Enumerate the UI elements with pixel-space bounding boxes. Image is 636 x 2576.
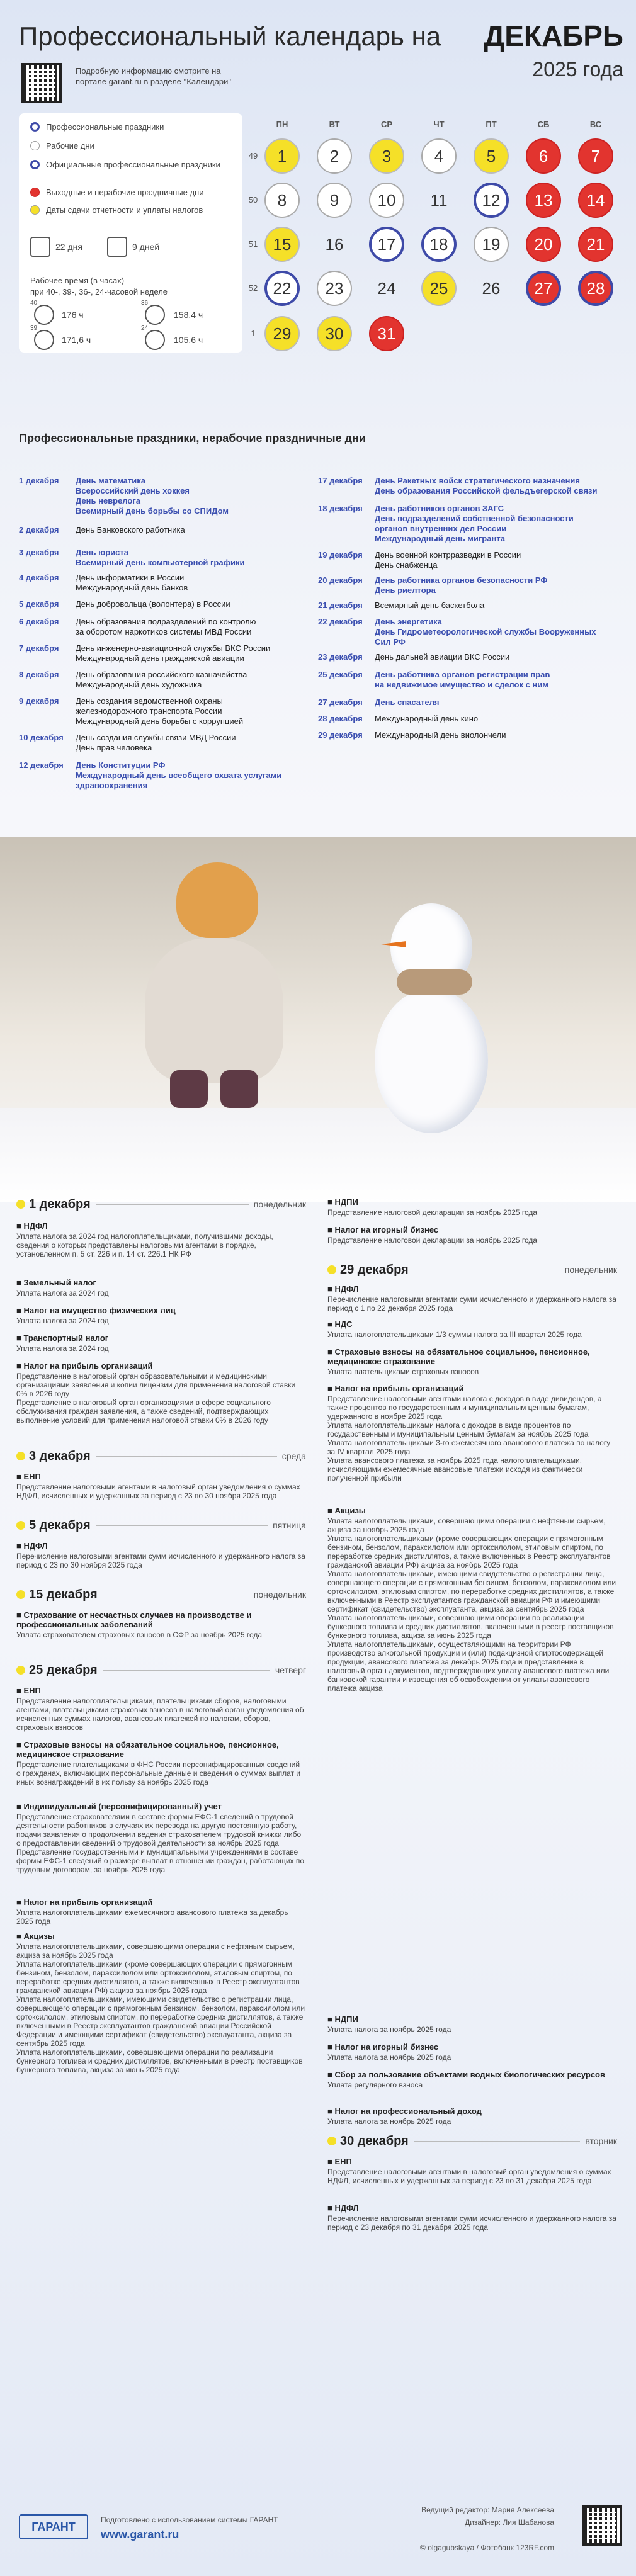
- calendar-day[interactable]: 9: [317, 183, 352, 218]
- tax-item: [327, 2042, 617, 2062]
- weekday-header: ВС: [589, 120, 602, 129]
- tax-date-header: [16, 1448, 306, 1464]
- holiday-date: 12 декабря: [19, 760, 64, 770]
- legend-label: Официальные профессиональные праздники: [46, 160, 220, 169]
- tax-item-title: ■ Земельный налог: [16, 1278, 96, 1287]
- calendar-day[interactable]: 23: [317, 271, 352, 306]
- holiday-date: 19 декабря: [318, 550, 363, 560]
- date-dot-icon: [16, 1590, 25, 1599]
- holiday-name: День работников органов ЗАГС День подразделений собственной безопасности органов внутренних дел России Международный день мигранта: [375, 504, 574, 543]
- holiday-date: 23 декабря: [318, 652, 363, 662]
- tax-date-header: [16, 1586, 306, 1603]
- tax-item: [16, 1306, 306, 1325]
- tax-item: [16, 1333, 306, 1353]
- tax-item-title: ■ НДФЛ: [327, 1284, 359, 1294]
- tax-weekday: среда: [281, 1451, 306, 1461]
- tax-date-header: [16, 1662, 306, 1678]
- week-number: 1: [251, 329, 256, 338]
- holiday-date: 4 декабря: [19, 573, 59, 582]
- tax-item-body: Уплата налога за 2024 год: [16, 1289, 109, 1297]
- calendar-day[interactable]: 28: [578, 271, 613, 306]
- weekday-header: СР: [380, 120, 393, 129]
- hours-24: 105,6 ч: [174, 335, 203, 345]
- calendar-day[interactable]: 10: [369, 183, 404, 218]
- tax-item-title: ■ НДФЛ: [16, 1221, 48, 1231]
- legend-label: Выходные и нерабочие праздничные дни: [46, 188, 204, 197]
- tax-item-body: Перечисление налоговыми агентами сумм исчисленного и удержанного налога за период с 23 декабря по 31 декабря 2025 года: [327, 2214, 616, 2232]
- tax-weekday: понедельник: [564, 1265, 617, 1275]
- tax-item-body: Уплата налогоплательщиками ежемесячного авансового платежа за декабрь 2025 года: [16, 1908, 288, 1926]
- tax-item-body: Перечисление налоговыми агентами сумм исчисленного и удержанного налога за период с 1 по 22 декабря 2025 года: [327, 1295, 616, 1313]
- tax-item: [327, 1319, 617, 1339]
- calendar-day[interactable]: 25: [421, 271, 457, 306]
- calendar-day[interactable]: 24: [377, 278, 396, 298]
- tax-item-body: Перечисление налоговыми агентами сумм исчисленного и удержанного налога за период с 23 по 30 ноября 2025 года: [16, 1552, 305, 1569]
- legend-label: Рабочие дни: [46, 141, 94, 150]
- tax-item-body: Уплата налога за ноябрь 2025 года: [327, 2025, 451, 2034]
- holiday-name: День работника органов безопасности РФ День риелтора: [375, 575, 548, 595]
- tax-item-title: ■ Сбор за пользование объектами водных биологических ресурсов: [327, 2070, 605, 2079]
- tax-item-body: Представление налоговыми агентами в налоговый орган уведомления о суммах НДФЛ, исчисленных и удержанных за период с 23 по 31 декабря 2025 года: [327, 2167, 611, 2185]
- tax-date: 29 декабря: [340, 1262, 409, 1277]
- date-dot-icon: [327, 2137, 336, 2145]
- tax-item-body: Уплата налога за 2024 год: [16, 1344, 109, 1353]
- tax-item: [16, 1361, 306, 1425]
- days-off-count: 9 дней: [132, 242, 160, 252]
- holiday-date: 8 декабря: [19, 670, 59, 679]
- footer-editor: Ведущий редактор: Мария Алексеева: [421, 2505, 554, 2514]
- year-title: 2025 года: [532, 58, 623, 81]
- tax-item: [16, 1897, 306, 1926]
- weekday-header: ЧТ: [433, 120, 445, 129]
- tax-item-body: Представление страхователями в составе формы ЕФС-1 сведений о трудовой деятельности работников в случаях их перевода на другую постоянную работу, подачи заявления о продолжении ведения страхователем трудовой книжки либо о предоставлении сведений о трудовой деятельности за ноябрь 2025 года Представление государственными и муниципальными учреждениями в составе формы ЕФС-1 сведений о размере выплат в отношении граждан, работающих по трудовым договорам, за ноябрь 2025 года: [16, 1812, 305, 1874]
- tax-item-body: Уплата налога за ноябрь 2025 года: [327, 2053, 451, 2062]
- holiday-date: 20 декабря: [318, 575, 363, 585]
- calendar-day[interactable]: 16: [325, 234, 344, 254]
- tax-item-title: ■ Транспортный налог: [16, 1333, 109, 1343]
- date-dot-icon: [16, 1452, 25, 1460]
- holiday-date: 9 декабря: [19, 696, 59, 706]
- tax-item-title: ■ Страховые взносы на обязательное социальное, пенсионное, медицинское страхование: [16, 1740, 279, 1759]
- holiday-date: 29 декабря: [318, 730, 363, 740]
- tax-item: [327, 1384, 617, 1483]
- calendar-day[interactable]: 26: [482, 278, 501, 298]
- page-title: Профессиональный календарь на: [19, 21, 441, 51]
- tax-date: 30 декабря: [340, 2133, 409, 2148]
- holiday-name: Международный день виолончели: [375, 730, 506, 740]
- footer-designer: Дизайнер: Лия Шабанова: [465, 2518, 554, 2527]
- holiday-name: День инженерно-авиационной службы ВКС России Международный день гражданской авиации: [76, 643, 271, 663]
- holiday-date: 10 декабря: [19, 733, 64, 742]
- holiday-date: 5 декабря: [19, 599, 59, 609]
- legend-label: Профессиональные праздники: [46, 122, 164, 132]
- calendar-day[interactable]: 21: [578, 227, 613, 262]
- tax-date-header: [16, 1196, 306, 1212]
- calendar-day[interactable]: 2: [317, 138, 352, 174]
- date-dot-icon: [16, 1200, 25, 1209]
- holiday-name: День работника органов регистрации прав на недвижимое имущество и сделок с ним: [375, 670, 550, 689]
- weekday-header: ВТ: [329, 120, 340, 129]
- holiday-name: День образования российского казначейства Международный день художника: [76, 670, 247, 689]
- tax-item-body: Представление в налоговый орган образовательными и медицинскими организациями заявления и копии лицензии для применения налоговой ставки 0% в 2026 году Представление в налоговый орган организациями в сфере социального обслуживания граждан заявления, а также сведений, подтверждающих выполнение условий для применения налоговой ставки 0% в 2026 году: [16, 1372, 296, 1425]
- tax-item-title: ■ Налог на прибыль организаций: [16, 1361, 153, 1370]
- calendar-day[interactable]: 3: [369, 138, 404, 174]
- tax-item-title: ■ НДПИ: [327, 2014, 358, 2024]
- holiday-date: 25 декабря: [318, 670, 363, 679]
- week-number: 51: [248, 239, 258, 249]
- tax-item-title: ■ Налог на игорный бизнес: [327, 1225, 439, 1234]
- qr-code-icon[interactable]: [582, 2505, 622, 2546]
- holiday-name: День информатики в России Международный день банков: [76, 573, 188, 592]
- holiday-name: Всемирный день баскетбола: [375, 601, 485, 610]
- calendar-day[interactable]: 13: [526, 183, 561, 218]
- tax-item: [327, 1506, 617, 1693]
- calendar-day[interactable]: 19: [474, 227, 509, 262]
- tax-weekday: понедельник: [253, 1199, 306, 1209]
- header-rule: [414, 2141, 581, 2142]
- tax-item-title: ■ ЕНП: [16, 1686, 41, 1695]
- tax-item: [327, 2106, 617, 2126]
- holiday-name: День юриста Всемирный день компьютерной графики: [76, 548, 245, 567]
- calendar-day[interactable]: 14: [578, 183, 613, 218]
- tax-item: [327, 1197, 617, 1217]
- tax-item: [327, 1284, 617, 1313]
- tax-item: [16, 1221, 306, 1258]
- weekday-header: ПТ: [486, 120, 497, 129]
- tax-item-title: ■ Налог на игорный бизнес: [327, 2042, 439, 2052]
- holiday-name: День создания ведомственной охраны железнодорожного транспорта России Международный день борьбы с коррупцией: [76, 696, 244, 726]
- tax-item: [16, 1686, 306, 1732]
- calendar-day[interactable]: 20: [526, 227, 561, 262]
- date-dot-icon: [327, 1265, 336, 1274]
- tax-item-body: Уплата регулярного взноса: [327, 2081, 423, 2089]
- calendar-day[interactable]: 22: [264, 271, 300, 306]
- holiday-name: День военной контрразведки в России День снабженца: [375, 550, 521, 570]
- tax-weekday: понедельник: [253, 1590, 306, 1600]
- calendar-day[interactable]: 6: [526, 138, 561, 174]
- holiday-date: 27 декабря: [318, 698, 363, 707]
- hours-39: 158,4 ч: [174, 310, 203, 320]
- footer-site-link[interactable]: www.garant.ru: [101, 2528, 179, 2541]
- holiday-name: День Конституции РФ Международный день всеобщего охвата услугами здравоохранения: [76, 760, 282, 790]
- garant-logo[interactable]: ГАРАНТ: [19, 2514, 88, 2539]
- tax-item: [327, 1347, 617, 1376]
- tax-item: [16, 1472, 306, 1500]
- week-number: 49: [248, 151, 258, 161]
- holiday-name: День Банковского работника: [76, 525, 185, 534]
- week-number: 52: [248, 283, 258, 293]
- tax-date: 1 декабря: [29, 1197, 91, 1211]
- tax-item-body: Представление налоговыми агентами налога с доходов в виде дивидендов, а также процентов по государственным и муниципальным ценным бумагам, удержанного в ноябре 2025 года Уплата налогоплательщиками налога с доходов в виде процентов по государственным и муниципальным ценным бумагам за ноябрь 2025 года Уплата налогоплательщиками 3-го ежемесячного авансового платежа по налогу за IV квартал 2025 года Уплата авансового платежа за ноябрь 2025 года налогоплательщиками, исчисляющими ежемесячные авансовые платежи исходя из фактически полученной прибыли: [327, 1394, 611, 1483]
- month-title: ДЕКАБРЬ: [484, 20, 623, 52]
- tax-item-body: Уплата налогоплательщиками 1/3 суммы налога за III квартал 2025 года: [327, 1330, 582, 1339]
- tax-item-title: ■ НДС: [327, 1319, 353, 1329]
- tax-item-body: Уплата плательщиками страховых взносов: [327, 1367, 479, 1376]
- calendar-day[interactable]: 31: [369, 316, 404, 351]
- holiday-name: День образования подразделений по контролю за оборотом наркотиков системы МВД России: [76, 617, 256, 636]
- calendar-day[interactable]: 5: [474, 138, 509, 174]
- tax-item-body: Представление налоговыми агентами в налоговый орган уведомления о суммах НДФЛ, исчисленных и удержанных за период с 23 по 30 ноября 2025 года: [16, 1483, 300, 1500]
- tax-item-title: ■ НДФЛ: [16, 1541, 48, 1551]
- holiday-date: 3 декабря: [19, 548, 59, 557]
- hours-40: 176 ч: [62, 310, 84, 320]
- holiday-name: День энергетика День Гидрометеорологической службы Вооруженных Сил РФ: [375, 617, 596, 647]
- tax-item-body: Представление налоговой декларации за ноябрь 2025 года: [327, 1208, 538, 1217]
- holiday-date: 2 декабря: [19, 525, 59, 534]
- tax-weekday: вторник: [585, 2136, 617, 2146]
- tax-item-body: Уплата налога за 2024 год налогоплательщиками, получившими доходы, сведения о которых представлены налоговыми агентами в порядке, установленном п. 5 ст. 226 и п. 14 ст. 226.1 НК РФ: [16, 1232, 273, 1258]
- calendar-day[interactable]: 7: [578, 138, 613, 174]
- holiday-date: 17 декабря: [318, 476, 363, 485]
- tax-item: [16, 1802, 306, 1874]
- date-dot-icon: [16, 1521, 25, 1530]
- tax-date-header: [16, 1517, 306, 1534]
- tax-item: [327, 1225, 617, 1245]
- footer: [0, 2493, 636, 2576]
- holiday-date: 21 декабря: [318, 601, 363, 610]
- tax-item-title: ■ НДПИ: [327, 1197, 358, 1207]
- weekday-header: ПН: [276, 120, 288, 129]
- tax-right-column: [327, 0, 623, 2576]
- tax-item-title: ■ ЕНП: [16, 1472, 41, 1481]
- calendar-day[interactable]: 4: [421, 138, 457, 174]
- clock-label: 39: [30, 325, 38, 332]
- tax-item-title: ■ Индивидуальный (персонифицированный) учет: [16, 1802, 222, 1811]
- tax-date: 3 декабря: [29, 1449, 91, 1463]
- tax-date: 5 декабря: [29, 1518, 91, 1532]
- tax-item-body: Уплата налога за 2024 год: [16, 1316, 109, 1325]
- header-rule: [96, 1204, 249, 1205]
- footer-credit: © olgagubskaya / Фотобанк 123RF.com: [420, 2543, 554, 2552]
- holiday-date: 18 декабря: [318, 504, 363, 513]
- calendar-day[interactable]: 17: [369, 227, 404, 262]
- clock-label: 24: [141, 325, 149, 332]
- tax-item-title: ■ Налог на прибыль организаций: [16, 1897, 153, 1907]
- hours-title: Рабочее время (в часах): [30, 276, 125, 285]
- holiday-name: День дальней авиации ВКС России: [375, 652, 510, 662]
- tax-item: [16, 1541, 306, 1569]
- tax-weekday: четверг: [275, 1665, 306, 1675]
- holiday-name: День создания службы связи МВД России День прав человека: [76, 733, 236, 752]
- holiday-date: 6 декабря: [19, 617, 59, 626]
- legend-label: Даты сдачи отчетности и уплаты налогов: [46, 205, 203, 215]
- holiday-name: День математика Всероссийский день хоккея День неврелога Всемирный день борьбы со СПИДом: [76, 476, 229, 516]
- tax-left-column: [16, 0, 312, 2576]
- holiday-date: 22 декабря: [318, 617, 363, 626]
- tax-item: [16, 1278, 306, 1297]
- tax-item: [327, 2070, 617, 2089]
- header-rule: [103, 1670, 270, 1671]
- tax-item-body: Уплата налогоплательщиками, совершающими операции с нефтяным сырьем, акциза за ноябрь 2025 года Уплата налогоплательщиками (кроме совершающих операции с прямогонным бензином, бензолом, параксилолом или ортоксилолом, этиловым спиртом, по переработке средних дистиллятов, а также включенных в Реестр эксплуатантов гражданской авиации РФ) акциза за ноябрь 2025 года Уплата налогоплательщиками, имеющими свидетельство о регистрации лица, совершающего операции с прямогонным бензином, бензолом, параксилолом или ортоксилолом, этиловым спиртом, по переработке средних дистиллятов, а также включенными в Реестр эксплуатантов гражданской авиации Российской Федерации и имеющими сертификат (свидетельство) эксплуатанта, акциза за сентябрь 2025 года Уплата налогоплательщиками, совершающими операции по реализации бункерного топлива и средних дистиллятов, включенными в реестр поставщиков бункерного топлива, акциза за июнь 2025 года: [16, 1942, 305, 2074]
- holiday-name: День Ракетных войск стратегического назначения День образования Российской фельдъегерской связи: [375, 476, 598, 495]
- calendar-day[interactable]: 27: [526, 271, 561, 306]
- header-rule: [96, 1525, 268, 1526]
- tax-item: [16, 1610, 306, 1639]
- clock-label: 36: [141, 300, 149, 307]
- footer-prepared: Подготовлено с использованием системы ГАРАНТ: [101, 2516, 278, 2524]
- hours-subtitle: при 40-, 39-, 36-, 24-часовой неделе: [30, 287, 168, 297]
- working-days-count: 22 дня: [55, 242, 82, 252]
- clock-label: 40: [30, 300, 38, 307]
- calendar-day[interactable]: 29: [264, 316, 300, 351]
- tax-date: 15 декабря: [29, 1587, 98, 1602]
- date-dot-icon: [16, 1666, 25, 1675]
- holiday-date: 7 декабря: [19, 643, 59, 653]
- calendar-day[interactable]: 15: [264, 227, 300, 262]
- tax-item-body: Представление плательщиками в ФНС России персонифицированных сведений о гражданах, включающих персональные данные и сведения о суммах выплат и иных вознаграждений в их пользу за ноябрь 2025 года: [16, 1760, 301, 1787]
- weekday-header: СБ: [537, 120, 550, 129]
- tax-item-title: ■ Акцизы: [16, 1931, 55, 1941]
- tax-item: [327, 2157, 617, 2185]
- tax-item-title: ■ Страховые взносы на обязательное социальное, пенсионное, медицинское страхование: [327, 1347, 590, 1366]
- calendar-day[interactable]: 1: [264, 138, 300, 174]
- tax-item-body: Представление налоговой декларации за ноябрь 2025 года: [327, 1236, 538, 1245]
- tax-item-title: ■ ЕНП: [327, 2157, 352, 2166]
- tax-item-body: Уплата налогоплательщиками, совершающими операции с нефтяным сырьем, акциза за ноябрь 2025 года Уплата налогоплательщиками (кроме совершающих операции с прямогонным бензином, бензолом, параксилолом или ортоксилолом, этиловым спиртом, по переработке средних дистиллятов, а также включенных в Реестр эксплуатантов гражданской авиации РФ) акциза за ноябрь 2025 года Уплата налогоплательщиками, имеющими свидетельство о регистрации лица, совершающего операции с прямогонным бензином, бензолом, параксилолом или ортоксилолом, этиловым спиртом, по переработке средних дистиллятов, а также включенными в Реестр эксплуатантов гражданской авиации РФ и имеющими сертификат (свидетельство) эксплуатанта, акциза за сентябрь 2025 года Уплата налогоплательщиками, совершающими операции по реализации бункерного топлива и средних дистиллятов, включенными в реестр поставщиков бункерного топлива, акциза за июнь 2025 года Уплата налогоплательщиками, осуществляющими на территории РФ производство алкогольной продукции и (или) подакцизной спиртосодержащей продукции, авансового платежа за декабрь 2025 года и представление в налоговый орган документов, подтверждающих уплату авансового платежа или банковской гарантии и извещения об освобождении от уплаты авансового платежа акциза: [327, 1517, 616, 1693]
- tax-item-body: Представление налогоплательщиками, плательщиками сборов, налоговыми агентами, плательщиками страховых взносов в налоговый орган уведомления об исчисленных суммах налогов, авансовых платежей по налогам, сборов, страховых взносов: [16, 1697, 304, 1732]
- header-rule: [96, 1456, 277, 1457]
- tax-item-title: ■ Налог на прибыль организаций: [327, 1384, 464, 1393]
- tax-item-title: ■ Страхование от несчастных случаев на производстве и профессиональных заболеваний: [16, 1610, 252, 1629]
- hours-36: 171,6 ч: [62, 335, 91, 345]
- tax-weekday: пятница: [273, 1520, 306, 1530]
- holiday-name: День спасателя: [375, 698, 440, 707]
- info-text: Подробную информацию смотрите на портале garant.ru в разделе "Календари": [76, 66, 231, 86]
- tax-item: [16, 1740, 306, 1787]
- holidays-title: Профессиональные праздники, нерабочие праздничные дни: [19, 432, 366, 444]
- calendar-day[interactable]: 11: [430, 190, 448, 210]
- tax-item-title: ■ Акцизы: [327, 1506, 366, 1515]
- tax-item-body: Уплата страхователем страховых взносов в СФР за ноябрь 2025 года: [16, 1630, 263, 1639]
- holiday-date: 1 декабря: [19, 476, 59, 485]
- tax-item-title: ■ Налог на профессиональный доход: [327, 2106, 482, 2116]
- calendar-day[interactable]: 8: [264, 183, 300, 218]
- tax-item: [327, 2014, 617, 2034]
- tax-item-body: Уплата налога за ноябрь 2025 года: [327, 2117, 451, 2126]
- calendar-day[interactable]: 30: [317, 316, 352, 351]
- tax-item-title: ■ НДФЛ: [327, 2203, 359, 2213]
- tax-item: [16, 1931, 306, 2074]
- week-number: 50: [248, 195, 258, 205]
- holiday-name: Международный день кино: [375, 714, 479, 723]
- holiday-date: 28 декабря: [318, 714, 363, 723]
- calendar-day[interactable]: 18: [421, 227, 457, 262]
- tax-date-header: [327, 2133, 617, 2149]
- tax-item: [327, 2203, 617, 2232]
- calendar-day[interactable]: 12: [474, 183, 509, 218]
- holiday-name: День добровольца (волонтера) в России: [76, 599, 230, 609]
- tax-date-header: [327, 1262, 617, 1278]
- tax-date: 25 декабря: [29, 1663, 98, 1677]
- tax-item-title: ■ Налог на имущество физических лиц: [16, 1306, 176, 1315]
